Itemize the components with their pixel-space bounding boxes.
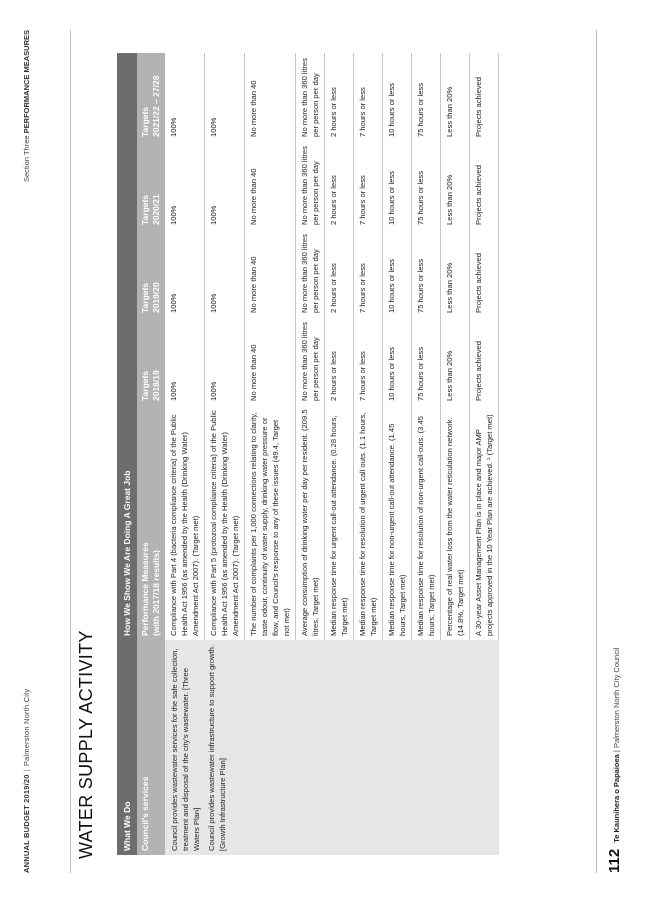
table-body	[165, 53, 499, 855]
target-cell: 75 hours or less	[412, 229, 441, 317]
target-cell: 75 hours or less	[412, 317, 441, 405]
target-cell: 100%	[205, 53, 245, 141]
table-row	[165, 53, 205, 855]
measure-cell: The number of complaints per 1,000 connections relating to clarity, taste odour, continuity of water supply, drinking water pressure or flow, and Council's response to any of these issues (49.4, Target not met)	[245, 405, 296, 640]
table-bar-row	[117, 53, 137, 855]
measure-cell: Compliance with Part 5 (protozoal compliance criteria) of the Public Health Act 1956 (as amended by the Health (Drinking Water) Amendment Act 2007). (Target met)	[205, 405, 245, 640]
target-cell: 2 hours or less	[325, 229, 354, 317]
target-cell: Projects achieved	[470, 317, 499, 405]
target-cell: 10 hours or less	[383, 317, 412, 405]
target-cell: 100%	[165, 141, 205, 229]
target-cell: 100%	[205, 141, 245, 229]
header-rule	[70, 30, 71, 873]
section-name: PERFORMANCE MEASURES	[22, 30, 31, 134]
target-cell: 75 hours or less	[412, 141, 441, 229]
measure-cell: Percentage of real water loss from the water reticulation network. (14.8%, Target met)	[441, 405, 470, 640]
target-cell: 100%	[165, 53, 205, 141]
target-cell: 7 hours or less	[354, 53, 383, 141]
services-cell	[165, 640, 499, 855]
col-target-1: Targets 2018/19	[137, 317, 165, 405]
target-cell: No more than 360 litres per person per day	[296, 53, 325, 141]
target-cell: No more than 360 litres per person per day	[296, 141, 325, 229]
target-cell: 7 hours or less	[354, 141, 383, 229]
measure-cell: Average consumption of drinking water per day per resident. (209.5 litres, Target met)	[296, 405, 325, 640]
target-cell: 100%	[205, 229, 245, 317]
performance-table	[117, 53, 499, 855]
target-cell: Projects achieved	[470, 141, 499, 229]
target-cell: 7 hours or less	[354, 317, 383, 405]
target-cell: 7 hours or less	[354, 229, 383, 317]
footer-text: Te Kaunihera o Papaioea | Palmerston North City Council	[612, 647, 621, 843]
running-header-left: ANNUAL BUDGET 2019/20|Palmerston North City	[22, 688, 31, 873]
target-cell: 10 hours or less	[383, 53, 412, 141]
target-cell: 2 hours or less	[325, 53, 354, 141]
target-cell: Less than 20%	[441, 229, 470, 317]
measure-cell: Compliance with Part 4 (bacteria compliance criteria) of the Public Health Act 1956 (as amended by the Health (Drinking Water) Amendment Act 2007). (Target met)	[165, 405, 205, 640]
table-header-row	[137, 53, 165, 855]
measure-cell: A 30-year Asset Management Plan is in place and major AMP projects approved in the 10 Year Plan are achieved. ¹ (Target met)	[470, 405, 499, 640]
target-cell: No more than 40	[245, 229, 296, 317]
target-cell: Projects achieved	[470, 53, 499, 141]
page-title: WATER SUPPLY ACTIVITY	[76, 630, 96, 859]
measure-cell: Median response time for urgent call-out attendance. (0.28 hours, Target met)	[325, 405, 354, 640]
target-cell: No more than 40	[245, 141, 296, 229]
target-cell: 2 hours or less	[325, 317, 354, 405]
running-header-right	[22, 30, 31, 182]
col-target-2: Targets 2019/20	[137, 229, 165, 317]
target-cell: No more than 360 litres per person per day	[296, 229, 325, 317]
target-cell: Less than 20%	[441, 317, 470, 405]
page-number: 112	[606, 848, 623, 873]
target-cell: No more than 360 litres per person per day	[296, 317, 325, 405]
target-cell: 10 hours or less	[383, 229, 412, 317]
service-item: Council provides wastewater infrastructure to support growth. [Growth Infrastructure Plan]	[207, 645, 228, 851]
target-cell: 100%	[165, 317, 205, 405]
target-cell: 100%	[165, 229, 205, 317]
service-item: Council provides wastewater services for the safe collection, treatment and disposal of the city's wastewater. [Three Waters Plan]	[170, 648, 202, 851]
org-name: Palmerston North City	[22, 688, 31, 767]
footer-rule	[596, 30, 597, 873]
col-services: Council's services	[137, 640, 165, 855]
section-prefix: Section Three	[22, 135, 31, 182]
target-cell: No more than 40	[245, 53, 296, 141]
target-cell: No more than 40	[245, 317, 296, 405]
target-cell: 2 hours or less	[325, 141, 354, 229]
measure-cell: Median response time for resolution of non-urgent call-outs. (3.45 hours, Target met)	[412, 405, 441, 640]
footer-council: Palmerston North City Council	[612, 647, 621, 749]
target-cell: 75 hours or less	[412, 53, 441, 141]
measure-cell: Median response time for resolution of urgent call outs. (1.1 hours, Target met)	[354, 405, 383, 640]
bar-what-we-do: What We Do	[117, 640, 137, 855]
col-target-4: Targets 2021/22 – 27/28	[137, 53, 165, 141]
measure-cell: Median response time for non-urgent call-out attendance. (1.45 hours, Target met)	[383, 405, 412, 640]
col-measures: Performance Measures (with 2017/18 results)	[137, 405, 165, 640]
footer	[606, 648, 623, 873]
doc-title: ANNUAL BUDGET 2019/20	[22, 774, 31, 873]
footer-maori-name: Te Kaunihera o Papaioea	[612, 754, 621, 843]
bar-how-we-show: How We Show We Are Doing A Great Job	[117, 53, 137, 640]
target-cell: 10 hours or less	[383, 141, 412, 229]
target-cell: Less than 20%	[441, 53, 470, 141]
col-target-3: Targets 2020/21	[137, 141, 165, 229]
target-cell: Less than 20%	[441, 141, 470, 229]
target-cell: Projects achieved	[470, 229, 499, 317]
target-cell: 100%	[205, 317, 245, 405]
